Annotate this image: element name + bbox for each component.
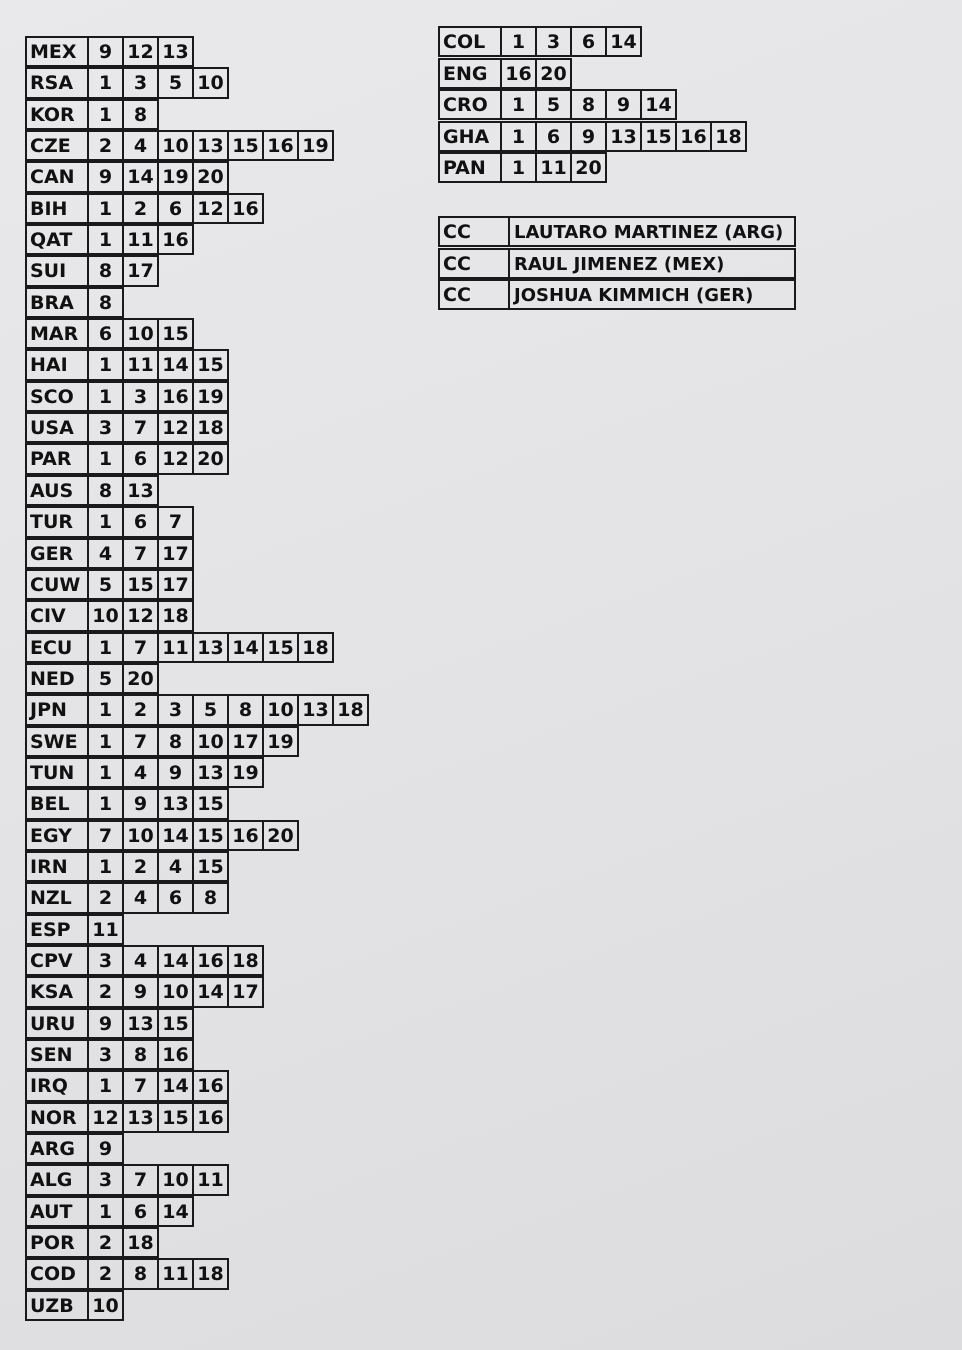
table-row [438, 91, 768, 123]
team-code: HAI [25, 349, 89, 380]
number-cell: 13 [157, 36, 194, 67]
number-cell: 4 [157, 851, 194, 882]
number-cell: 20 [192, 443, 229, 474]
number-cell: 12 [122, 600, 159, 631]
number-cell: 18 [227, 945, 264, 976]
number-cell: 7 [122, 632, 159, 663]
team-code: COD [25, 1258, 89, 1289]
table-row [438, 123, 768, 155]
number-cell: 10 [122, 318, 159, 349]
table-row [25, 1010, 385, 1041]
number-cell: 6 [122, 506, 159, 537]
table-row [25, 1041, 385, 1072]
player-name: LAUTARO MARTINEZ (ARG) [508, 216, 796, 247]
team-code: KOR [25, 99, 89, 130]
number-cell: 14 [605, 26, 642, 57]
number-cell: 5 [87, 569, 124, 600]
table-row [25, 696, 385, 727]
team-code: SWE [25, 726, 89, 757]
number-cell: 7 [122, 412, 159, 443]
table-row [25, 1292, 385, 1323]
number-cell: 3 [157, 694, 194, 725]
number-cell: 2 [87, 1258, 124, 1289]
team-code: JPN [25, 694, 89, 725]
team-code: MAR [25, 318, 89, 349]
number-cell: 14 [192, 976, 229, 1007]
number-cell: 15 [157, 1102, 194, 1133]
number-cell: 4 [87, 538, 124, 569]
number-cell: 8 [122, 99, 159, 130]
team-code: IRQ [25, 1070, 89, 1101]
number-cell: 1 [500, 152, 537, 183]
number-cell: 20 [192, 161, 229, 192]
number-cell: 1 [87, 506, 124, 537]
number-cell: 1 [87, 224, 124, 255]
number-cell: 16 [227, 193, 264, 224]
number-cell: 8 [87, 255, 124, 286]
right-team-table [438, 28, 768, 186]
team-code: AUS [25, 475, 89, 506]
number-cell: 11 [157, 1258, 194, 1289]
number-cell: 6 [157, 882, 194, 913]
number-cell: 9 [87, 1133, 124, 1164]
number-cell: 2 [87, 882, 124, 913]
number-cell: 11 [87, 914, 124, 945]
team-code: CUW [25, 569, 89, 600]
number-cell: 9 [570, 121, 607, 152]
number-cell: 15 [192, 820, 229, 851]
number-cell: 3 [122, 67, 159, 98]
number-cell: 13 [192, 130, 229, 161]
team-code: GHA [438, 121, 502, 152]
number-cell: 6 [122, 1196, 159, 1227]
number-cell: 1 [87, 193, 124, 224]
number-cell: 7 [87, 820, 124, 851]
cc-row [438, 281, 796, 313]
number-cell: 16 [192, 1102, 229, 1133]
left-team-table [25, 38, 385, 1323]
number-cell: 14 [122, 161, 159, 192]
table-row [438, 154, 768, 186]
team-code: CZE [25, 130, 89, 161]
table-row [25, 1198, 385, 1229]
number-cell: 7 [122, 538, 159, 569]
number-cell: 15 [262, 632, 299, 663]
team-code: BEL [25, 788, 89, 819]
number-cell: 10 [157, 976, 194, 1007]
number-cell: 8 [87, 287, 124, 318]
team-code: GER [25, 538, 89, 569]
number-cell: 1 [87, 67, 124, 98]
number-cell: 17 [157, 538, 194, 569]
number-cell: 16 [157, 224, 194, 255]
number-cell: 7 [122, 1164, 159, 1195]
cc-row [438, 218, 796, 250]
team-code: SCO [25, 381, 89, 412]
table-row [25, 351, 385, 382]
number-cell: 18 [192, 412, 229, 443]
table-row [25, 1072, 385, 1103]
table-row [25, 947, 385, 978]
number-cell: 18 [332, 694, 369, 725]
number-cell: 1 [87, 99, 124, 130]
number-cell: 15 [192, 851, 229, 882]
team-code: CIV [25, 600, 89, 631]
number-cell: 19 [297, 130, 334, 161]
number-cell: 12 [157, 412, 194, 443]
team-code: TUR [25, 506, 89, 537]
number-cell: 16 [192, 1070, 229, 1101]
number-cell: 8 [122, 1258, 159, 1289]
number-cell: 14 [227, 632, 264, 663]
cc-player-table [438, 218, 796, 313]
number-cell: 15 [192, 788, 229, 819]
team-code: QAT [25, 224, 89, 255]
table-row [25, 163, 385, 194]
number-cell: 9 [122, 788, 159, 819]
number-cell: 6 [122, 443, 159, 474]
number-cell: 16 [227, 820, 264, 851]
number-cell: 14 [157, 349, 194, 380]
table-row [25, 101, 385, 132]
number-cell: 2 [122, 193, 159, 224]
team-code: BIH [25, 193, 89, 224]
table-row [438, 28, 768, 60]
number-cell: 1 [87, 726, 124, 757]
number-cell: 11 [192, 1164, 229, 1195]
table-row [25, 884, 385, 915]
number-cell: 3 [87, 412, 124, 443]
table-row [25, 853, 385, 884]
number-cell: 8 [227, 694, 264, 725]
number-cell: 5 [535, 89, 572, 120]
table-row [25, 508, 385, 539]
number-cell: 16 [157, 381, 194, 412]
number-cell: 14 [157, 945, 194, 976]
number-cell: 13 [605, 121, 642, 152]
number-cell: 2 [122, 694, 159, 725]
number-cell: 12 [87, 1102, 124, 1133]
number-cell: 4 [122, 757, 159, 788]
number-cell: 14 [157, 1196, 194, 1227]
number-cell: 1 [87, 851, 124, 882]
table-row [25, 195, 385, 226]
number-cell: 10 [157, 1164, 194, 1195]
number-cell: 20 [535, 58, 572, 89]
number-cell: 19 [157, 161, 194, 192]
table-row [25, 728, 385, 759]
number-cell: 5 [157, 67, 194, 98]
number-cell: 10 [87, 1290, 124, 1321]
table-row [438, 60, 768, 92]
player-name: RAUL JIMENEZ (MEX) [508, 248, 796, 279]
number-cell: 1 [87, 632, 124, 663]
number-cell: 13 [157, 788, 194, 819]
cc-label: CC [438, 216, 510, 247]
number-cell: 6 [535, 121, 572, 152]
table-row [25, 383, 385, 414]
number-cell: 9 [605, 89, 642, 120]
team-code: AUT [25, 1196, 89, 1227]
number-cell: 1 [87, 349, 124, 380]
team-code: BRA [25, 287, 89, 318]
number-cell: 10 [192, 726, 229, 757]
number-cell: 13 [192, 757, 229, 788]
number-cell: 20 [262, 820, 299, 851]
number-cell: 7 [122, 1070, 159, 1101]
number-cell: 6 [157, 193, 194, 224]
number-cell: 16 [500, 58, 537, 89]
number-cell: 19 [192, 381, 229, 412]
number-cell: 9 [157, 757, 194, 788]
number-cell: 8 [87, 475, 124, 506]
number-cell: 15 [157, 318, 194, 349]
number-cell: 15 [192, 349, 229, 380]
number-cell: 16 [675, 121, 712, 152]
number-cell: 18 [710, 121, 747, 152]
table-row [25, 257, 385, 288]
table-row [25, 540, 385, 571]
team-code: POR [25, 1227, 89, 1258]
number-cell: 15 [227, 130, 264, 161]
number-cell: 9 [122, 976, 159, 1007]
team-code: USA [25, 412, 89, 443]
table-row [25, 132, 385, 163]
number-cell: 2 [87, 1227, 124, 1258]
number-cell: 13 [297, 694, 334, 725]
number-cell: 3 [87, 1164, 124, 1195]
table-row [25, 822, 385, 853]
table-row [25, 602, 385, 633]
number-cell: 14 [157, 1070, 194, 1101]
number-cell: 13 [122, 1102, 159, 1133]
team-code: CPV [25, 945, 89, 976]
number-cell: 19 [227, 757, 264, 788]
number-cell: 13 [122, 1008, 159, 1039]
table-row [25, 634, 385, 665]
team-code: ENG [438, 58, 502, 89]
number-cell: 15 [157, 1008, 194, 1039]
team-code: ARG [25, 1133, 89, 1164]
team-code: MEX [25, 36, 89, 67]
number-cell: 15 [122, 569, 159, 600]
table-row [25, 916, 385, 947]
team-code: COL [438, 26, 502, 57]
number-cell: 1 [87, 788, 124, 819]
number-cell: 17 [122, 255, 159, 286]
table-row [25, 978, 385, 1009]
number-cell: 11 [122, 224, 159, 255]
team-code: KSA [25, 976, 89, 1007]
table-row [25, 320, 385, 351]
team-code: UZB [25, 1290, 89, 1321]
number-cell: 1 [87, 1070, 124, 1101]
player-name: JOSHUA KIMMICH (GER) [508, 279, 796, 310]
number-cell: 13 [122, 475, 159, 506]
number-cell: 4 [122, 882, 159, 913]
number-cell: 3 [535, 26, 572, 57]
number-cell: 8 [157, 726, 194, 757]
number-cell: 5 [192, 694, 229, 725]
team-code: SUI [25, 255, 89, 286]
number-cell: 8 [122, 1039, 159, 1070]
number-cell: 19 [262, 726, 299, 757]
number-cell: 2 [122, 851, 159, 882]
table-row [25, 477, 385, 508]
number-cell: 4 [122, 130, 159, 161]
number-cell: 8 [192, 882, 229, 913]
number-cell: 17 [227, 726, 264, 757]
number-cell: 7 [122, 726, 159, 757]
team-code: RSA [25, 67, 89, 98]
team-code: NZL [25, 882, 89, 913]
cc-row [438, 250, 796, 282]
number-cell: 6 [87, 318, 124, 349]
number-cell: 12 [157, 443, 194, 474]
number-cell: 1 [87, 443, 124, 474]
number-cell: 1 [87, 381, 124, 412]
number-cell: 3 [122, 381, 159, 412]
number-cell: 16 [192, 945, 229, 976]
number-cell: 10 [122, 820, 159, 851]
table-row [25, 1104, 385, 1135]
table-row [25, 571, 385, 602]
number-cell: 11 [535, 152, 572, 183]
team-code: CRO [438, 89, 502, 120]
number-cell: 9 [87, 161, 124, 192]
number-cell: 10 [157, 130, 194, 161]
table-row [25, 1229, 385, 1260]
table-row [25, 759, 385, 790]
table-row [25, 38, 385, 69]
number-cell: 1 [87, 1196, 124, 1227]
number-cell: 20 [570, 152, 607, 183]
table-row [25, 1260, 385, 1291]
number-cell: 18 [192, 1258, 229, 1289]
number-cell: 20 [122, 663, 159, 694]
number-cell: 5 [87, 663, 124, 694]
number-cell: 17 [157, 569, 194, 600]
team-code: PAN [438, 152, 502, 183]
number-cell: 1 [500, 26, 537, 57]
team-code: IRN [25, 851, 89, 882]
number-cell: 14 [640, 89, 677, 120]
number-cell: 9 [87, 36, 124, 67]
number-cell: 1 [87, 694, 124, 725]
table-row [25, 445, 385, 476]
number-cell: 1 [500, 121, 537, 152]
table-row [25, 226, 385, 257]
number-cell: 9 [87, 1008, 124, 1039]
number-cell: 13 [192, 632, 229, 663]
number-cell: 3 [87, 945, 124, 976]
number-cell: 12 [192, 193, 229, 224]
team-code: ESP [25, 914, 89, 945]
table-row [25, 790, 385, 821]
number-cell: 8 [570, 89, 607, 120]
team-code: URU [25, 1008, 89, 1039]
number-cell: 18 [122, 1227, 159, 1258]
number-cell: 16 [157, 1039, 194, 1070]
team-code: NED [25, 663, 89, 694]
team-code: TUN [25, 757, 89, 788]
number-cell: 18 [157, 600, 194, 631]
number-cell: 12 [122, 36, 159, 67]
number-cell: 16 [262, 130, 299, 161]
team-code: PAR [25, 443, 89, 474]
number-cell: 6 [570, 26, 607, 57]
number-cell: 18 [297, 632, 334, 663]
team-code: CAN [25, 161, 89, 192]
table-row [25, 69, 385, 100]
team-code: NOR [25, 1102, 89, 1133]
table-row [25, 1166, 385, 1197]
team-code: EGY [25, 820, 89, 851]
team-code: ECU [25, 632, 89, 663]
number-cell: 15 [640, 121, 677, 152]
cc-label: CC [438, 279, 510, 310]
table-row [25, 665, 385, 696]
number-cell: 1 [500, 89, 537, 120]
number-cell: 2 [87, 130, 124, 161]
number-cell: 14 [157, 820, 194, 851]
team-code: SEN [25, 1039, 89, 1070]
table-row [25, 1135, 385, 1166]
number-cell: 11 [122, 349, 159, 380]
number-cell: 4 [122, 945, 159, 976]
table-row [25, 289, 385, 320]
number-cell: 11 [157, 632, 194, 663]
table-row [25, 414, 385, 445]
number-cell: 2 [87, 976, 124, 1007]
team-code: ALG [25, 1164, 89, 1195]
number-cell: 7 [157, 506, 194, 537]
number-cell: 10 [192, 67, 229, 98]
number-cell: 1 [87, 757, 124, 788]
number-cell: 17 [227, 976, 264, 1007]
number-cell: 10 [87, 600, 124, 631]
cc-label: CC [438, 248, 510, 279]
number-cell: 10 [262, 694, 299, 725]
number-cell: 3 [87, 1039, 124, 1070]
